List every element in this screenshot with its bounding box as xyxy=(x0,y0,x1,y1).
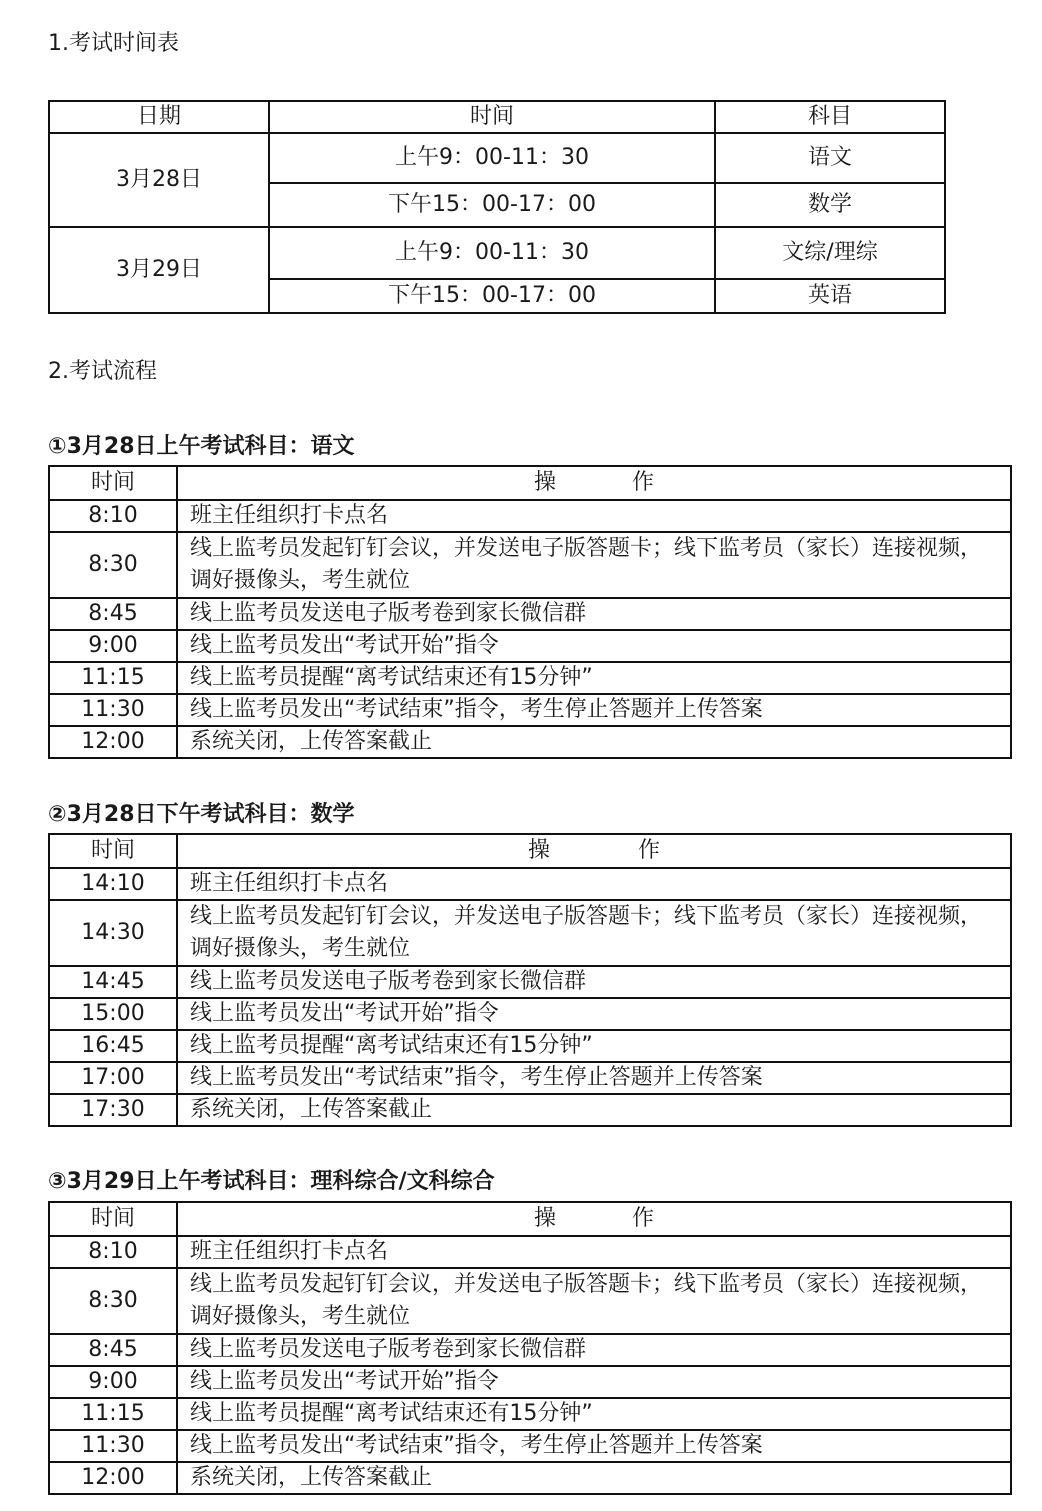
schedule-header-row xyxy=(49,101,945,133)
row-time: 8:45 xyxy=(49,1334,177,1366)
row-operation: 线上监考员发出“考试开始”指令 xyxy=(177,998,1011,1030)
row-time: 14:45 xyxy=(49,966,177,998)
table-row xyxy=(49,900,1011,966)
schedule-row xyxy=(49,227,945,279)
schedule-subject: 语文 xyxy=(715,133,945,183)
row-operation: 线上监考员发出“考试结束”指令，考生停止答题并上传答案 xyxy=(177,694,1011,726)
row-time: 11:30 xyxy=(49,694,177,726)
row-operation: 班主任组织打卡点名 xyxy=(177,868,1011,900)
row-operation: 线上监考员发送电子版考卷到家长微信群 xyxy=(177,966,1011,998)
table-row xyxy=(49,868,1011,900)
row-time: 8:45 xyxy=(49,598,177,630)
row-operation: 线上监考员提醒“离考试结束还有15分钟” xyxy=(177,1030,1011,1062)
table-row xyxy=(49,662,1011,694)
table-row xyxy=(49,1430,1011,1462)
row-operation: 班主任组织打卡点名 xyxy=(177,1236,1011,1268)
table-row xyxy=(49,1030,1011,1062)
header-operation xyxy=(177,466,1011,500)
procedure-table xyxy=(48,833,1012,1127)
schedule-date: 3月28日 xyxy=(49,133,269,227)
row-time: 11:15 xyxy=(49,662,177,694)
row-operation: 线上监考员提醒“离考试结束还有15分钟” xyxy=(177,662,1011,694)
procedure-header-row xyxy=(49,834,1011,868)
table-row xyxy=(49,694,1011,726)
row-operation: 线上监考员发起钉钉会议，并发送电子版答题卡；线下监考员（家长）连接视频，调好摄像头，考生就位 xyxy=(177,532,1011,598)
procedure-table xyxy=(48,465,1012,759)
header-operation-char: 操 xyxy=(533,470,556,495)
row-time: 14:30 xyxy=(49,900,177,966)
row-operation: 线上监考员发出“考试结束”指令，考生停止答题并上传答案 xyxy=(177,1430,1011,1462)
procedure-header-row xyxy=(49,1202,1011,1236)
table-row xyxy=(49,1094,1011,1126)
schedule-row xyxy=(49,133,945,183)
table-row xyxy=(49,500,1011,532)
table-row xyxy=(49,630,1011,662)
schedule-subject: 英语 xyxy=(715,279,945,313)
row-time: 15:00 xyxy=(49,998,177,1030)
row-time: 14:10 xyxy=(49,868,177,900)
schedule-time: 下午15：00-17：00 xyxy=(269,183,715,227)
schedule-date: 3月29日 xyxy=(49,227,269,313)
table-row xyxy=(49,532,1011,598)
row-operation: 系统关闭，上传答案截止 xyxy=(177,726,1011,758)
section-1-title: 1.考试时间表 xyxy=(48,31,179,56)
header-subject: 科目 xyxy=(715,101,945,133)
row-time: 11:15 xyxy=(49,1398,177,1430)
schedule-time: 上午9：00-11：30 xyxy=(269,133,715,183)
row-operation: 线上监考员发出“考试开始”指令 xyxy=(177,630,1011,662)
schedule-subject: 文综/理综 xyxy=(715,227,945,279)
header-operation-char: 作 xyxy=(632,1206,655,1231)
table-row xyxy=(49,1062,1011,1094)
header-operation-char: 操 xyxy=(527,838,550,863)
header-operation xyxy=(177,834,1011,868)
row-operation: 系统关闭，上传答案截止 xyxy=(177,1094,1011,1126)
row-time: 9:00 xyxy=(49,630,177,662)
schedule-subject: 数学 xyxy=(715,183,945,227)
row-time: 9:00 xyxy=(49,1366,177,1398)
table-row xyxy=(49,598,1011,630)
header-operation-char: 作 xyxy=(638,838,661,863)
row-time: 8:30 xyxy=(49,532,177,598)
row-time: 11:30 xyxy=(49,1430,177,1462)
subsection-title: ②3月28日下午考试科目：数学 xyxy=(48,802,355,827)
row-operation: 线上监考员发送电子版考卷到家长微信群 xyxy=(177,598,1011,630)
table-row xyxy=(49,998,1011,1030)
table-row xyxy=(49,1268,1011,1334)
table-row xyxy=(49,1366,1011,1398)
subsection-title: ③3月29日上午考试科目：理科综合/文科综合 xyxy=(48,1169,495,1194)
row-time: 8:30 xyxy=(49,1268,177,1334)
procedure-header-row xyxy=(49,466,1011,500)
section-2-title: 2.考试流程 xyxy=(48,359,157,384)
table-row xyxy=(49,1236,1011,1268)
header-time: 时间 xyxy=(269,101,715,133)
row-operation: 系统关闭，上传答案截止 xyxy=(177,1462,1011,1494)
header-operation-char: 作 xyxy=(632,470,655,495)
row-time: 8:10 xyxy=(49,500,177,532)
row-operation: 线上监考员发出“考试开始”指令 xyxy=(177,1366,1011,1398)
table-row xyxy=(49,726,1011,758)
subsection-title: ①3月28日上午考试科目：语文 xyxy=(48,434,355,459)
table-row xyxy=(49,1334,1011,1366)
schedule-time: 上午9：00-11：30 xyxy=(269,227,715,279)
schedule-time: 下午15：00-17：00 xyxy=(269,279,715,313)
procedure-table xyxy=(48,1201,1012,1495)
table-row xyxy=(49,1462,1011,1494)
header-time: 时间 xyxy=(49,466,177,500)
row-time: 17:30 xyxy=(49,1094,177,1126)
row-time: 16:45 xyxy=(49,1030,177,1062)
row-operation: 线上监考员发起钉钉会议，并发送电子版答题卡；线下监考员（家长）连接视频，调好摄像头，考生就位 xyxy=(177,900,1011,966)
row-operation: 线上监考员提醒“离考试结束还有15分钟” xyxy=(177,1398,1011,1430)
header-operation-char: 操 xyxy=(533,1206,556,1231)
row-time: 12:00 xyxy=(49,726,177,758)
row-operation: 线上监考员发送电子版考卷到家长微信群 xyxy=(177,1334,1011,1366)
row-operation: 线上监考员发出“考试结束”指令，考生停止答题并上传答案 xyxy=(177,1062,1011,1094)
row-time: 12:00 xyxy=(49,1462,177,1494)
exam-schedule-table xyxy=(48,100,946,314)
header-date: 日期 xyxy=(49,101,269,133)
row-operation: 班主任组织打卡点名 xyxy=(177,500,1011,532)
table-row xyxy=(49,1398,1011,1430)
table-row xyxy=(49,966,1011,998)
row-operation: 线上监考员发起钉钉会议，并发送电子版答题卡；线下监考员（家长）连接视频，调好摄像头，考生就位 xyxy=(177,1268,1011,1334)
header-operation xyxy=(177,1202,1011,1236)
header-time: 时间 xyxy=(49,1202,177,1236)
row-time: 8:10 xyxy=(49,1236,177,1268)
row-time: 17:00 xyxy=(49,1062,177,1094)
header-time: 时间 xyxy=(49,834,177,868)
